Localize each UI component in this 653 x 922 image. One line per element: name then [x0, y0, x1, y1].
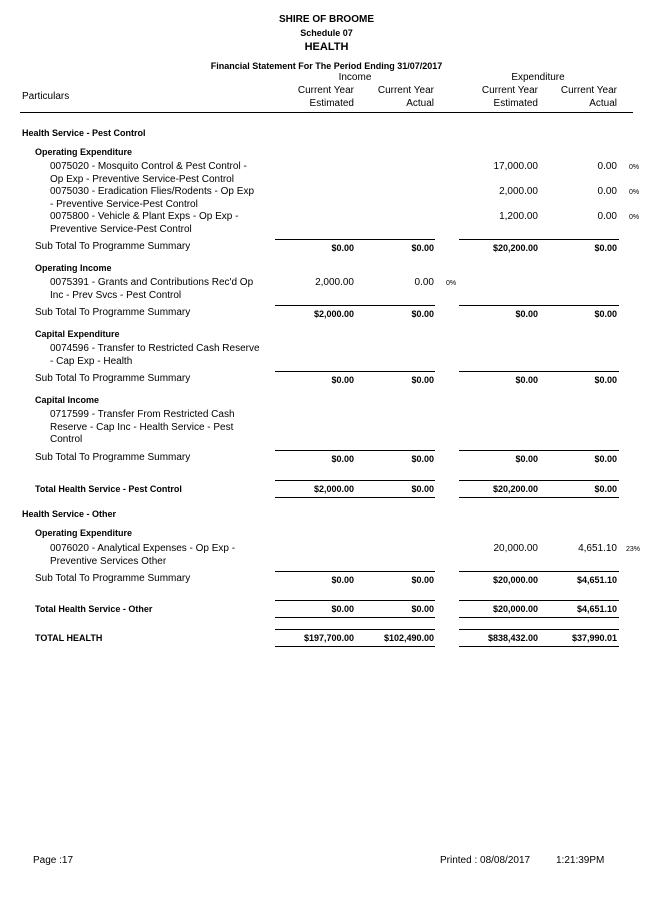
subtotal-rule: [355, 305, 435, 306]
subtotal-expenditure-actual: $0.00: [594, 309, 617, 319]
subtotal-income-estimated: $0.00: [331, 454, 354, 464]
total-rule: [459, 600, 539, 601]
total-rule: [459, 480, 539, 481]
page-title: HEALTH: [304, 41, 349, 53]
line-item-description: 0075800 - Vehicle & Plant Exps - Op Exp - Preventive Service-Pest Control: [50, 211, 239, 235]
subsection-heading-capital-income: Capital Income: [35, 395, 100, 405]
subtotal-expenditure-actual: $0.00: [594, 243, 617, 253]
expenditure-actual-header-line1: Current Year: [560, 85, 617, 96]
subtotal-rule: [459, 450, 539, 451]
expenditure-estimated-header-line2: Estimated: [493, 98, 538, 109]
line-item-description: 0717599 - Transfer From Restricted Cash Reserve - Cap Inc - Health Service - Pest Control: [50, 409, 235, 445]
subtotal-expenditure-estimated: $0.00: [515, 375, 538, 385]
percentage-value: 0%: [629, 189, 640, 196]
printed-time: 1:21:39PM: [556, 855, 605, 866]
subtotal-rule: [539, 305, 619, 306]
subtotal-rule: [459, 239, 539, 240]
total-label-pest-control: Total Health Service - Pest Control: [35, 484, 182, 494]
subtotal-rule: [539, 371, 619, 372]
subtotal-label: Sub Total To Programme Summary: [35, 452, 191, 463]
total-expenditure-actual: $0.00: [594, 484, 617, 494]
line-item-description: 0075391 - Grants and Contributions Rec'd Op Inc - Prev Svcs - Pest Control: [50, 277, 254, 301]
subtotal-income-estimated: $2,000.00: [313, 309, 354, 319]
schedule-number: Schedule 07: [300, 28, 353, 38]
subsection-heading-capital-expenditure: Capital Expenditure: [35, 329, 120, 339]
subtotal-income-actual: $0.00: [411, 454, 434, 464]
expenditure-header: Expenditure: [511, 72, 565, 83]
subtotal-rule: [539, 450, 619, 451]
grand-total-rule: [355, 646, 435, 647]
grand-total-income-actual: $102,490.00: [383, 633, 434, 643]
subtotal-label: Sub Total To Programme Summary: [35, 241, 191, 252]
grand-total-expenditure-actual: $37,990.01: [571, 633, 617, 643]
subtotal-expenditure-actual: $0.00: [594, 375, 617, 385]
grand-total-rule: [275, 629, 355, 630]
grand-total-rule: [539, 629, 619, 630]
expenditure-actual-value: 0.00: [597, 161, 617, 172]
grand-total-income-estimated: $197,700.00: [303, 633, 354, 643]
subtotal-label: Sub Total To Programme Summary: [35, 307, 191, 318]
total-rule: [275, 480, 355, 481]
printed-date: Printed : 08/08/2017: [440, 855, 531, 866]
grand-total-expenditure-estimated: $838,432.00: [487, 633, 538, 643]
expenditure-estimated-value: 2,000.00: [499, 186, 538, 197]
subtotal-income-actual: $0.00: [411, 575, 434, 585]
subtotal-rule: [275, 371, 355, 372]
section-heading-other: Health Service - Other: [22, 509, 117, 519]
grand-total-rule: [275, 646, 355, 647]
subtotal-rule: [355, 239, 435, 240]
total-rule: [459, 617, 539, 618]
total-income-estimated: $2,000.00: [313, 484, 354, 494]
subtotal-expenditure-estimated: $0.00: [515, 309, 538, 319]
subtotal-income-actual: $0.00: [411, 375, 434, 385]
total-rule: [459, 497, 539, 498]
subtotal-rule: [459, 371, 539, 372]
grand-total-rule: [539, 646, 619, 647]
total-expenditure-actual: $4,651.10: [576, 604, 617, 614]
income-actual-header-line1: Current Year: [377, 85, 434, 96]
subsection-heading-operating-income: Operating Income: [35, 263, 112, 273]
subtotal-label: Sub Total To Programme Summary: [35, 573, 191, 584]
subtotal-income-actual: $0.00: [411, 243, 434, 253]
income-header: Income: [338, 72, 372, 83]
expenditure-actual-value: 0.00: [597, 211, 617, 222]
total-rule: [355, 600, 435, 601]
expenditure-actual-value: 4,651.10: [578, 543, 617, 554]
grand-total-rule: [459, 646, 539, 647]
percentage-value: 0%: [629, 214, 640, 221]
expenditure-estimated-value: 17,000.00: [493, 161, 538, 172]
subtotal-expenditure-actual: $0.00: [594, 454, 617, 464]
income-estimated-header-line1: Current Year: [297, 85, 354, 96]
particulars-header: Particulars: [22, 91, 70, 102]
total-rule: [355, 617, 435, 618]
subtotal-rule: [355, 450, 435, 451]
total-rule: [275, 600, 355, 601]
total-expenditure-estimated: $20,200.00: [492, 484, 538, 494]
subtotal-expenditure-actual: $4,651.10: [576, 575, 617, 585]
total-income-estimated: $0.00: [331, 604, 354, 614]
subtotal-label: Sub Total To Programme Summary: [35, 373, 191, 384]
total-income-actual: $0.00: [411, 604, 434, 614]
grand-total-rule: [355, 629, 435, 630]
subtotal-rule: [355, 571, 435, 572]
line-item-description: 0075030 - Eradication Flies/Rodents - Op Exp - Preventive Service-Pest Control: [50, 186, 254, 210]
subtotal-expenditure-estimated: $20,000.00: [492, 575, 538, 585]
expenditure-actual-value: 0.00: [597, 186, 617, 197]
line-item-description: 0074596 - Transfer to Restricted Cash Reserve - Cap Exp - Health: [50, 343, 260, 367]
income-actual-header-line2: Actual: [406, 98, 434, 109]
subtotal-rule: [459, 305, 539, 306]
subtotal-income-estimated: $0.00: [331, 243, 354, 253]
income-estimated-header-line2: Estimated: [309, 98, 354, 109]
total-rule: [539, 600, 619, 601]
subtotal-income-estimated: $0.00: [331, 575, 354, 585]
subtotal-rule: [539, 571, 619, 572]
statement-period: Financial Statement For The Period Ending 31/07/2017: [210, 61, 443, 71]
subsection-heading-operating-expenditure: Operating Expenditure: [35, 147, 133, 157]
subtotal-expenditure-estimated: $20,200.00: [492, 243, 538, 253]
total-rule: [275, 617, 355, 618]
income-actual-value: 0.00: [414, 277, 434, 288]
expenditure-estimated-header-line1: Current Year: [481, 85, 538, 96]
total-expenditure-estimated: $20,000.00: [492, 604, 538, 614]
percentage-value: 0%: [629, 164, 640, 171]
expenditure-estimated-value: 20,000.00: [493, 543, 538, 554]
expenditure-actual-header-line2: Actual: [589, 98, 617, 109]
total-rule: [275, 497, 355, 498]
line-item-description: 0076020 - Analytical Expenses - Op Exp - Preventive Services Other: [50, 543, 236, 567]
subtotal-rule: [459, 571, 539, 572]
header-rule: [20, 112, 633, 113]
subtotal-rule: [275, 239, 355, 240]
total-rule: [539, 617, 619, 618]
total-rule: [355, 497, 435, 498]
grand-total-label: TOTAL HEALTH: [35, 633, 103, 643]
page-number: Page :17: [33, 855, 74, 866]
subtotal-income-estimated: $0.00: [331, 375, 354, 385]
subtotal-income-actual: $0.00: [411, 309, 434, 319]
subtotal-rule: [275, 450, 355, 451]
percentage-value: 0%: [446, 280, 457, 287]
expenditure-estimated-value: 1,200.00: [499, 211, 538, 222]
total-income-actual: $0.00: [411, 484, 434, 494]
subtotal-rule: [539, 239, 619, 240]
section-heading-pest-control: Health Service - Pest Control: [22, 128, 146, 138]
percentage-value: 23%: [626, 546, 641, 553]
grand-total-rule: [459, 629, 539, 630]
income-estimated-value: 2,000.00: [315, 277, 354, 288]
subtotal-rule: [275, 305, 355, 306]
subtotal-rule: [355, 371, 435, 372]
subsection-heading-operating-expenditure: Operating Expenditure: [35, 528, 133, 538]
total-rule: [539, 480, 619, 481]
organisation-name: SHIRE OF BROOME: [278, 14, 374, 25]
subtotal-expenditure-estimated: $0.00: [515, 454, 538, 464]
total-rule: [539, 497, 619, 498]
line-item-description: 0075020 - Mosquito Control & Pest Control - Op Exp - Preventive Service-Pest Control: [50, 161, 247, 185]
subtotal-rule: [275, 571, 355, 572]
total-label-other: Total Health Service - Other: [35, 604, 153, 614]
total-rule: [355, 480, 435, 481]
